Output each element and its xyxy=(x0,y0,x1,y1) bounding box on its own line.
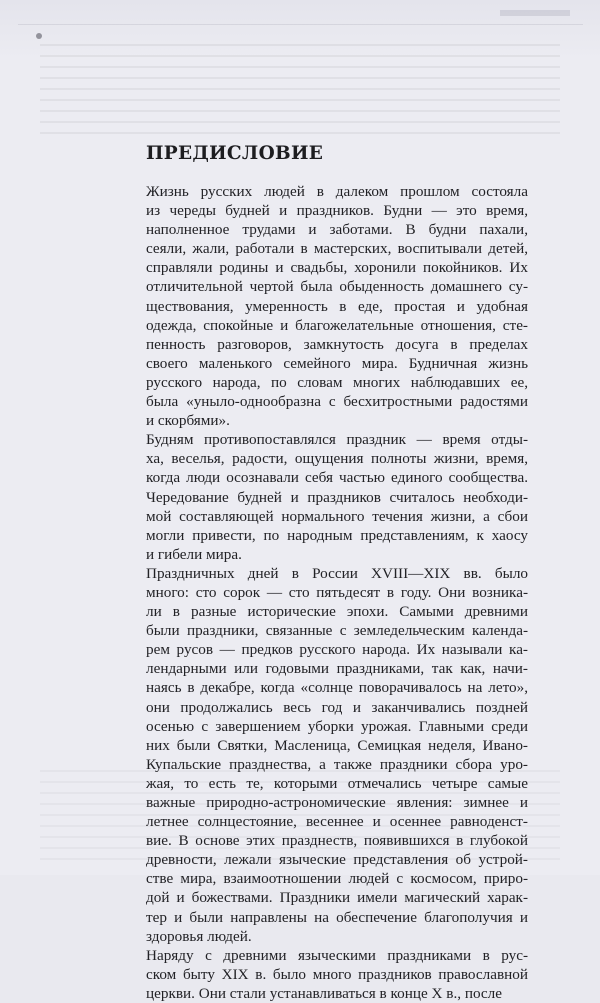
text-line: тер и были направлены на обеспечение благополучия и xyxy=(146,908,528,926)
text-line: дой и божествами. Праздники имели магический харак- xyxy=(146,889,528,907)
paragraph xyxy=(146,430,528,564)
text-line: наясь в декабре, когда «солнце поворачивалось на лето», xyxy=(146,679,528,697)
paragraph xyxy=(146,946,528,1003)
text-line: ли в разные исторические эпохи. Самыми древними xyxy=(146,603,528,621)
text-line: Купальские празднества, а также праздники сбора уро- xyxy=(146,755,528,773)
text-line: важные природно-астрономические явления: зимнее и xyxy=(146,794,528,811)
text-line: Наряду с древними языческими праздниками в рус- xyxy=(146,946,528,964)
text-line: ществования, умеренность в еде, простая и удобная xyxy=(146,297,528,315)
text-line: были праздники, связанные с земледельческим календа- xyxy=(146,622,528,640)
top-edge-rule xyxy=(18,12,583,25)
text-line: когда люди осознавали себя частью единого сообщества. xyxy=(146,469,528,487)
text-line: и скорбями». xyxy=(146,412,230,430)
text-line: ском быту XIX в. было много праздников православной xyxy=(146,965,528,983)
scan-dot-mark xyxy=(36,33,42,39)
show-through-text-top xyxy=(40,44,560,140)
text-line: лендарными или годовыми праздниками, так как, начи- xyxy=(146,660,528,678)
page-title: ПРЕДИСЛОВИЕ xyxy=(146,143,324,164)
text-line: могли привести, по народным представлениям, к хаосу xyxy=(146,526,528,544)
paragraph xyxy=(146,564,528,946)
text-line: сеяли, жали, работали в мастерских, воспитывали детей, xyxy=(146,240,528,258)
top-edge-tab xyxy=(500,10,570,16)
text-line: Праздничных дней в России XVIII—XIX вв. было xyxy=(146,564,528,582)
text-line: церкви. Они стали устанавливаться в конце X в., после xyxy=(146,984,502,1002)
text-line: и гибели мира. xyxy=(146,545,242,563)
text-line: одежда, спокойные и благожелательные отношения, сте- xyxy=(146,316,528,334)
text-line: здоровья людей. xyxy=(146,927,252,945)
text-line: Чередование будней и праздников считалось необходи- xyxy=(146,488,528,506)
text-line: осенью с завершением уборки урожая. Главными среди xyxy=(146,717,528,735)
text-line: отличительной чертой была обыденность домашнего су- xyxy=(146,278,528,296)
preface-body xyxy=(146,182,528,1003)
text-line: своего маленького семейного мира. Будничная жизнь xyxy=(146,354,528,372)
text-line: древности, лежали языческие представления об устрой- xyxy=(146,851,528,869)
text-line: Будням противопоставлялся праздник — время отды- xyxy=(146,431,528,449)
text-line: справляли родины и свадьбы, хоронили покойников. Их xyxy=(146,259,528,277)
text-line: из череды будней и праздников. Будни — это время, xyxy=(146,202,528,220)
text-line: ха, веселья, радости, ощущения полноты жизни, время, xyxy=(146,450,528,468)
text-line: много: сто сорок — сто пятьдесят в году. Они возника- xyxy=(146,583,528,601)
text-line: наполненное трудами и заботами. В будни пахали, xyxy=(146,221,528,239)
text-line: русского народа, по словам многих наблюдавших ее, xyxy=(146,373,528,391)
paragraph xyxy=(146,182,528,430)
text-line: вие. В основе этих празднеств, появившихся в глубокой xyxy=(146,832,528,850)
text-line: пенность разговоров, замкнутость досуга в пределах xyxy=(146,335,528,353)
text-line: жая, то есть те, которыми отмечались четыре самые xyxy=(146,774,528,792)
text-line: была «уныло-однообразна с бесхитростными радостями xyxy=(146,393,528,411)
text-line: рем русов — предков русского народа. Их называли ка- xyxy=(146,641,528,659)
text-line: Жизнь русских людей в далеком прошлом состояла xyxy=(146,183,528,200)
text-line: летнее солнцестояние, весеннее и осеннее равноденст- xyxy=(146,813,528,831)
text-line: стве мира, взаимоотношении людей с космосом, приро- xyxy=(146,870,528,888)
text-line: них были Святки, Масленица, Семицкая неделя, Ивано- xyxy=(146,736,528,754)
text-line: они продолжались весь год и заканчивались поздней xyxy=(146,698,528,716)
text-line: мой составляющей нормального течения жизни, а сбои xyxy=(146,507,528,525)
